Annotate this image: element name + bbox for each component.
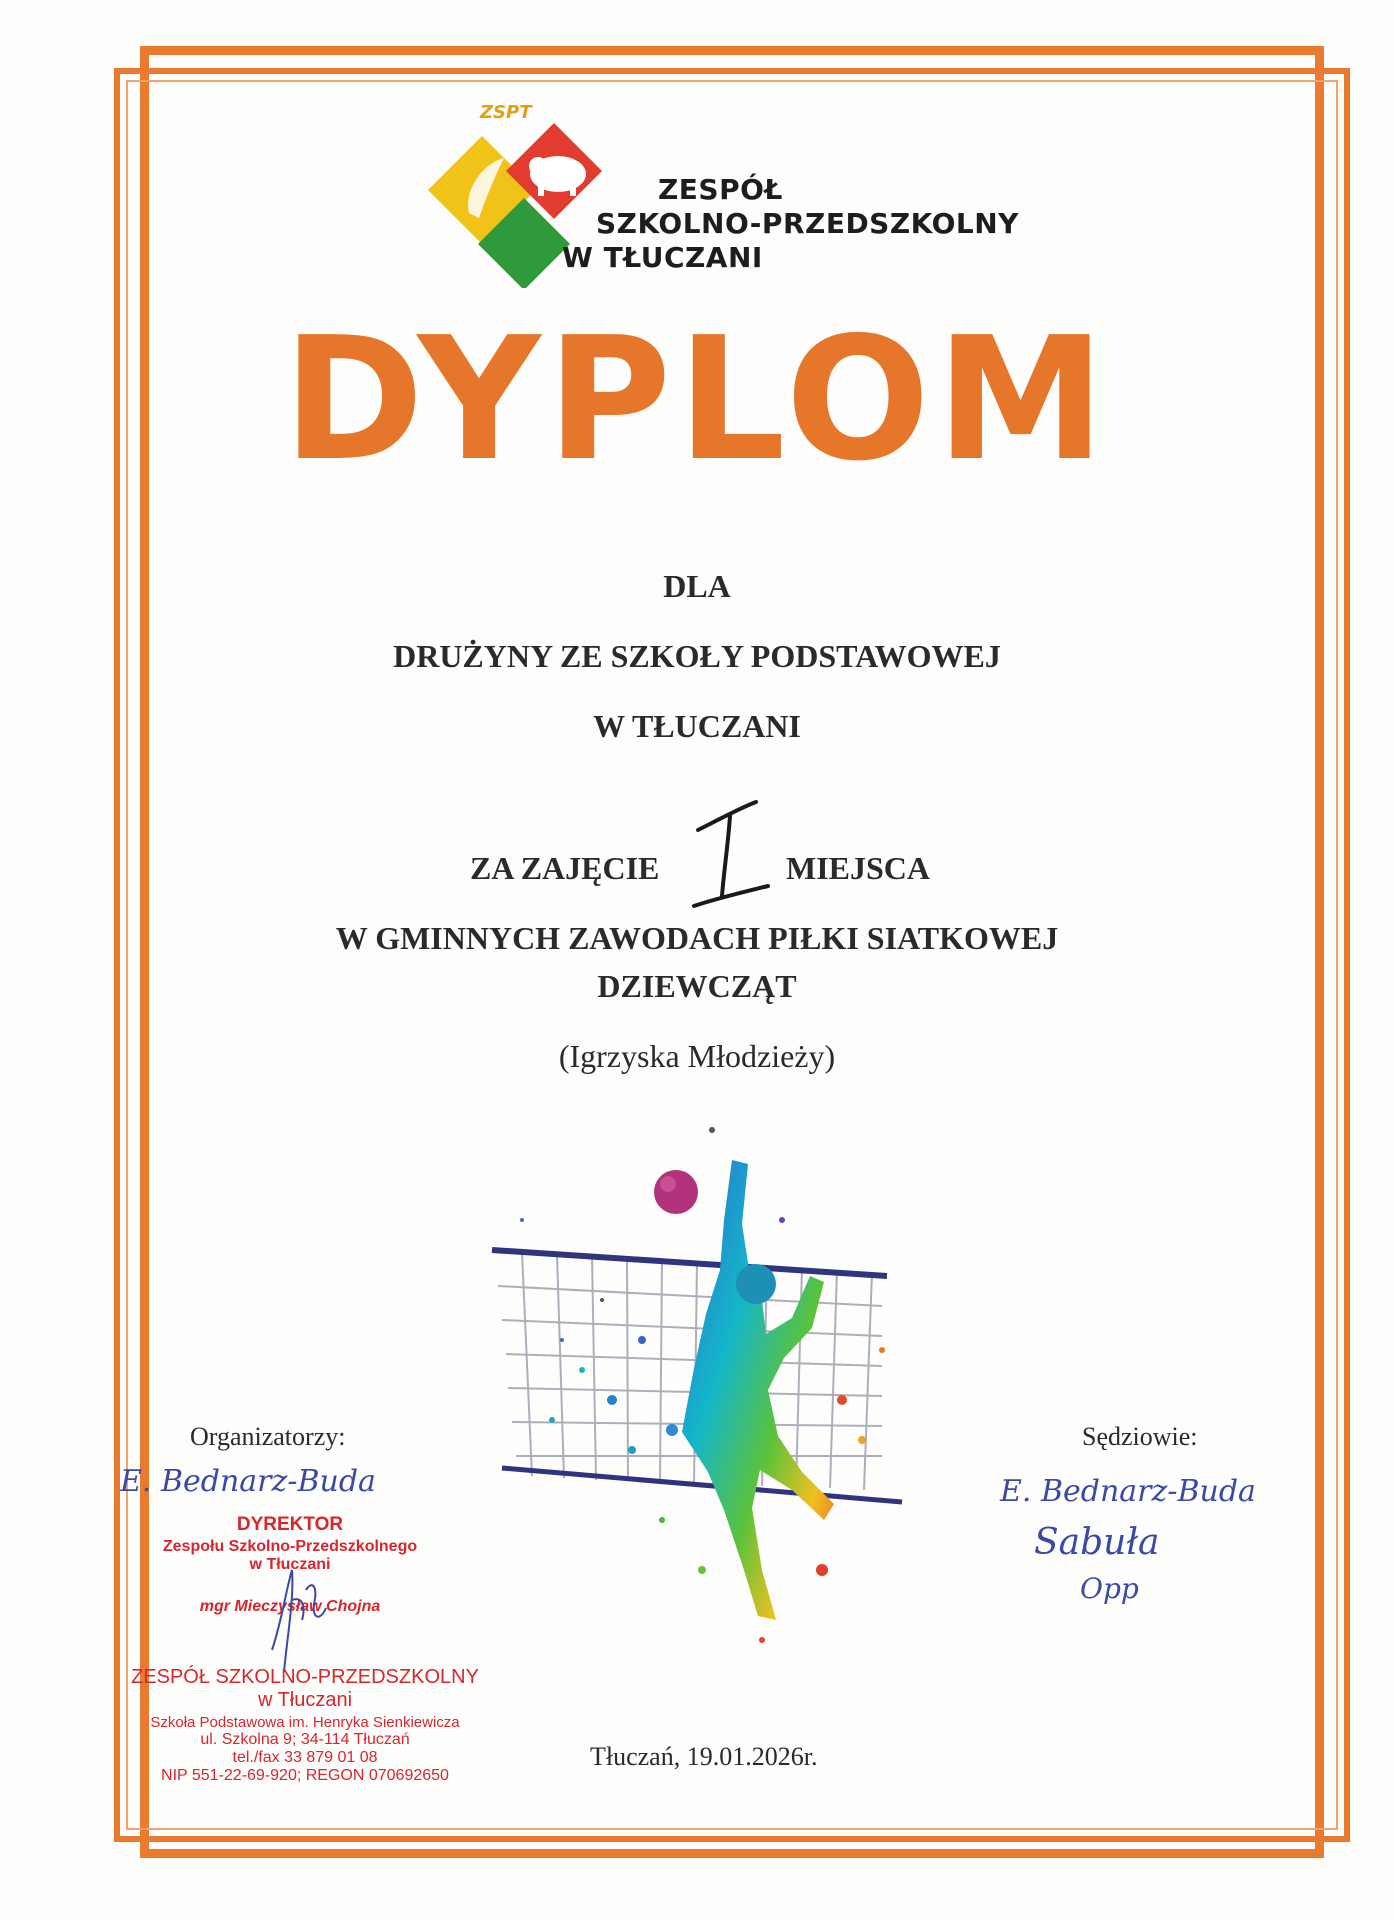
organizers-label: Organizatorzy: — [190, 1422, 346, 1451]
issue-date: Tłuczań, 19.01.2026r. — [590, 1742, 818, 1771]
judge-signature-2: Sabuła — [1034, 1522, 1160, 1563]
director-stamp-name: mgr Mieczysław Chojna — [199, 1598, 381, 1615]
event-line2: DZIEWCZĄT — [597, 968, 797, 1004]
school-stamp-line2: w Tłuczani — [257, 1689, 353, 1711]
school-name-line2: SZKOLNO-PRZEDSZKOLNY — [596, 207, 1019, 240]
judges-label: Sędziowie: — [1082, 1422, 1198, 1451]
team-line1: DRUŻYNY ZE SZKOŁY PODSTAWOWEJ — [393, 638, 1001, 674]
school-stamp — [110, 1666, 500, 1785]
school-name — [562, 173, 1019, 275]
diploma-title: DYPLOM — [282, 301, 1112, 499]
handwritten-place-numeral — [688, 800, 778, 910]
organizer-signature: E. Bednarz-Buda — [120, 1464, 376, 1499]
director-signature — [262, 1560, 332, 1680]
event-line1: W GMINNYCH ZAWODACH PIŁKI SIATKOWEJ — [335, 920, 1059, 956]
director-stamp-line2: Zespołu Szkolno-Przedszkolnego — [162, 1538, 418, 1555]
school-stamp-line5: tel./fax 33 879 01 08 — [232, 1749, 378, 1766]
school-logo — [424, 102, 1019, 288]
team-line2: W TŁUCZANI — [593, 708, 801, 744]
school-name-line3: W TŁUCZANI — [562, 241, 763, 274]
school-stamp-line3: Szkoła Podstawowa im. Henryka Sienkiewicza — [150, 1714, 460, 1731]
school-name-line1: ZESPÓŁ — [658, 173, 783, 206]
place-after: MIEJSCA — [786, 850, 931, 886]
school-stamp-line1: ZESPÓŁ SZKOLNO-PRZEDSZKOLNY — [131, 1666, 479, 1688]
dla-label: DLA — [663, 568, 731, 604]
event-note: (Igrzyska Młodzieży) — [558, 1038, 836, 1074]
director-stamp-line3: w Tłuczani — [249, 1556, 331, 1573]
judge-signature-3: Opp — [1080, 1572, 1139, 1605]
school-stamp-line6: NIP 551-22-69-920; REGON 070692650 — [161, 1767, 449, 1784]
logo-badge: ZSPT — [480, 102, 532, 123]
place-row — [0, 800, 1394, 910]
director-stamp-title: DYREKTOR — [236, 1514, 344, 1535]
judge-signature-1: E. Bednarz-Buda — [1000, 1474, 1256, 1509]
volleyball-player-illustration — [462, 1100, 942, 1660]
place-before: ZA ZAJĘCIE — [470, 850, 660, 886]
school-stamp-line4: ul. Szkolna 9; 34-114 Tłuczań — [200, 1731, 410, 1748]
